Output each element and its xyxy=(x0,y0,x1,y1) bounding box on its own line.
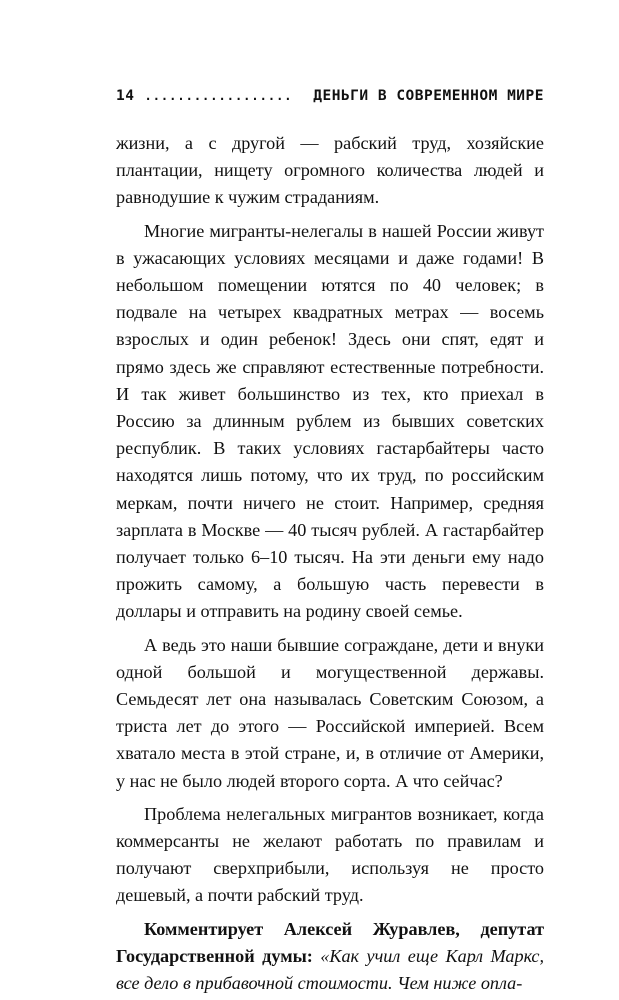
dot-leader: .................. xyxy=(144,89,293,103)
body-text xyxy=(116,130,544,997)
paragraph-comment xyxy=(116,916,544,998)
paragraph-continuation: жизни, а с другой — рабский труд, хозяйские плантации, нищету огромного количества людей и равнодушие к чужим страданиям. xyxy=(116,133,544,208)
comment-quote: «Как учил еще Карл Маркс, все дело в прибавочной стоимости. Чем ниже опла- xyxy=(116,945,544,994)
paragraph-illegal-migrants-problem: Проблема нелегальных мигрантов возникает, когда коммерсанты не желают работать по правилам и получают сверхприбыли, используя не просто дешевый, а почти рабский труд. xyxy=(116,803,544,906)
running-head xyxy=(116,86,544,106)
section-title: ДЕНЬГИ В СОВРЕМЕННОМ МИРЕ xyxy=(313,88,544,104)
comment-attribution: Комментирует Алексей Журавлев, депутат Государственной думы: xyxy=(116,918,544,966)
paragraph-migrants: Многие мигранты-нелегалы в нашей России живут в ужасающих условиях месяцами и даже годами! В небольшом помещении ютятся по 40 человек; в подвале на четырех квадратных метрах — восемь взрослых и один ребенок! Здесь они спят, едят и прямо здесь же справляют естественные потребности. И так живет большинство из тех, кто приехал в Россию за длинным рублем из бывших советских республик. В таких условиях гастарбайтеры часто находятся лишь потому, что их труд, по российским меркам, почти ничего не стоит. Например, средняя зарплата в Москве — 40 тысяч рублей. А гастарбайтер получает только 6–10 тысяч. На эти деньги ему надо прожить самому, а большую часть перевести в доллары и отправить на родину своей семье. xyxy=(116,220,544,622)
page-number: 14 xyxy=(116,88,135,104)
paragraph-former-citizens: А ведь это наши бывшие сограждане, дети и внуки одной большой и могущественной державы. Семьдесят лет она называлась Советским Союзом, а триста лет до этого — Российской империей. Всем хватало места в этой стране, и, в отличие от Америки, у нас не было людей второго сорта. А что сейчас? xyxy=(116,634,544,791)
